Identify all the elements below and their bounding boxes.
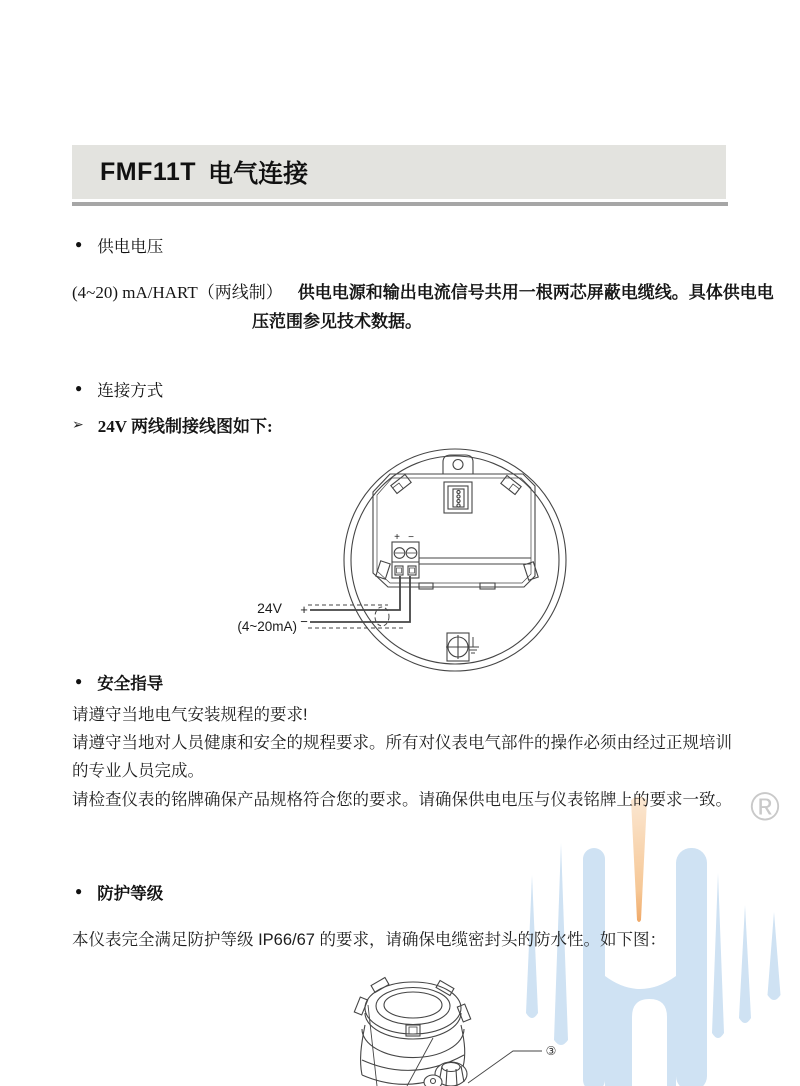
terminal-block — [392, 532, 419, 578]
terminal-minus-label: − — [408, 532, 414, 543]
bullet-icon: ● — [75, 884, 83, 898]
supply-voltage-paragraph-line2: 压范围参见技术数据。 — [252, 312, 422, 331]
arrow-bullet-icon: ➢ — [72, 416, 84, 432]
supply-voltage-heading — [75, 233, 163, 257]
protection-body: 本仪表完全满足防护等级 IP66/67 的要求，请确保电缆密封头的防水性。如下图： — [72, 931, 667, 949]
safety-line-3: 的专业人员完成。 — [72, 762, 204, 780]
safety-line-1: 请遵守当地电气安装规程的要求! — [72, 706, 308, 724]
supply-voltage-label: 24V — [257, 600, 282, 616]
cable-sheath-dashed — [308, 605, 406, 628]
watermark-notch — [632, 999, 667, 1086]
connection-heading-label: 连接方式 — [97, 381, 164, 400]
protection-heading-label: 防护等级 — [97, 885, 164, 903]
bullet-icon: ● — [75, 381, 83, 395]
plus-wire-label: + — [300, 602, 308, 617]
supply-voltage-paragraph-line1 — [72, 278, 774, 303]
display-connector — [444, 482, 472, 513]
minus-wire-label: − — [300, 614, 308, 629]
safety-line-2: 请遵守当地对人员健康和安全的规程要求。所有对仪表电气部件的操作必须由经过正规培训 — [72, 734, 732, 752]
ground-screw — [446, 633, 479, 661]
title-divider — [72, 202, 728, 206]
housing-diagram — [345, 975, 575, 1086]
safety-heading-label: 安全指导 — [97, 675, 164, 693]
supply-voltage-heading-label: 供电电压 — [97, 237, 164, 256]
registered-trademark-icon: ® — [750, 785, 780, 829]
section-title-bar — [72, 145, 726, 199]
connection-heading — [75, 377, 163, 401]
callout-3-label: ③ — [545, 1044, 557, 1058]
watermark-flame-icon — [631, 797, 647, 923]
connection-list-item — [72, 412, 273, 437]
wiring-diagram — [220, 445, 580, 675]
bullet-icon: ● — [75, 237, 83, 251]
connection-item-label: 24V 两线制接线图如下: — [97, 417, 273, 436]
model-code: FMF11T — [100, 157, 197, 186]
protection-heading — [75, 880, 163, 904]
safety-heading — [75, 670, 163, 694]
supply-spec-text: (4~20) mA/HART（两线制） — [72, 283, 283, 302]
top-clip — [439, 455, 477, 474]
signal-range-label: (4~20mA) — [237, 619, 297, 634]
bullet-icon: ● — [75, 674, 83, 688]
page-title: 电气连接 — [208, 160, 309, 188]
supply-desc-text: 供电电源和输出电流信号共用一根两芯屏蔽电缆线。具体供电电 — [297, 283, 774, 302]
safety-line-4: 请检查仪表的铭牌确保产品规格符合您的要求。请确保供电电压与仪表铭牌上的要求一致。 — [72, 791, 732, 809]
terminal-plus-label: + — [394, 532, 400, 543]
